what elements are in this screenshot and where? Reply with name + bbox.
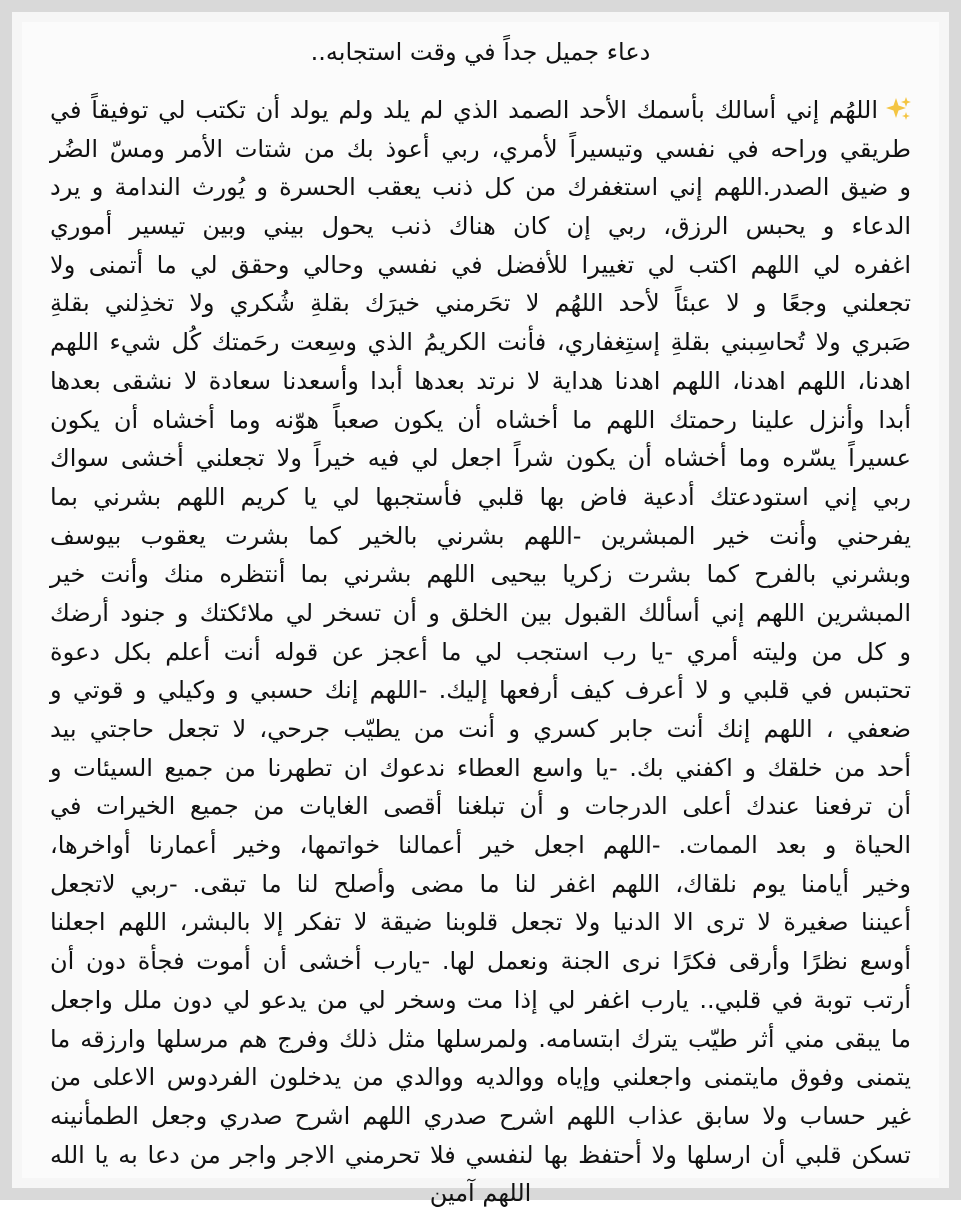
text-line-18: أحد من خلقك و اكفني بك. -يا واسع العطاء ندعوك ان تطهرنا من جميع السيئات و <box>50 753 911 782</box>
text-line-13: وبشرني بالفرح كما بشرت زكريا بيحيى اللهم بشرني بما أنتظره منك وأنت خير <box>50 560 911 589</box>
prayer-text <box>50 91 911 1213</box>
sparkles-icon <box>886 97 911 122</box>
text-line-17: ضعفي ، اللهم إنك أنت جابر كسري و أنت من يطيّب جرحي، لا تجعل حاجتي بيد <box>50 715 911 743</box>
text-line-21: وخير أيامنا يوم نلقاك، اللهم اغفر لنا ما مضى وأصلح لنا ما تبقى. -ربي لاتجعل <box>50 869 911 898</box>
text-line-15: و كل من وليته أمري -يا رب استجب لي ما أعجز عن قوله أنت أعلم بكل دعوة <box>50 637 911 666</box>
prayer-title: دعاء جميل جداً في وقت استجابه.. <box>310 38 651 66</box>
text-line-2: طريقي وراحه في نفسي وتيسيراً لأمري، ربي أعوذ بك من شتات الأمر ومسّ الضُر <box>50 134 911 163</box>
text-line-19: أن ترفعنا عندك أعلى الدرجات و أن تبلغنا أقصى الغايات من جميع الخيرات في <box>50 792 911 821</box>
text-line-1: اللهُم إني أسالك بأسمك الأحد الصمد الذي لم يلد ولم يولد أن تكتب لي توفيقاً في <box>50 91 911 130</box>
text-line-4: الدعاء و يحبس الرزق، ربي إن كان هناك ذنب يحول بيني وبين تيسير أموري <box>50 212 911 241</box>
text-line-6: تجعلني وجعًا و لا عبئاً لأحد اللهُم لا تحَرمني خيرَك بقلةِ شُكري ولا تخذِلني بقلةِ <box>50 289 911 318</box>
text-line-20: الحياة و بعد الممات. -اللهم اجعل خير أعمالنا خواتمها، وخير أعمارنا أواخرها، <box>50 831 911 860</box>
text-line-9: أبدا وأنزل علينا رحمتك اللهم ما أخشاه أن يكون صعباً هوّنه وما أخشاه أن يكون <box>50 405 911 434</box>
text-line-22: أعيننا صغيرة لا ترى الا الدنيا ولا تجعل قلوبنا ضيقة لا تفكر إلا بالبشر، اللهم اجعلنا <box>50 908 911 937</box>
text-line-3: و ضيق الصدر.اللهم إني استغفرك من كل ذنب يعقب الحسرة و يُورث الندامة و يرد <box>50 173 911 202</box>
text-line-28: تسكن قلبي أن ارسلها ولا أحتفظ بها لنفسي فلا تحرمني الاجر واجر من دعا به يا الله <box>50 1140 911 1169</box>
text-line-14: المبشرين اللهم إني أسألك القبول بين الخلق و أن تسخر لي ملائكتك و جنود أرضك <box>50 598 911 627</box>
text-line-27: غير حساب ولا سابق عذاب اللهم اشرح صدري اللهم اشرح صدري وجعل الطمأنينه <box>50 1101 911 1130</box>
text-line-26: يتمنى وفوق مايتمنى واجعلني وإياه ووالديه ووالدي من يدخلون الفردوس الاعلى من <box>50 1063 911 1092</box>
text-line-29: اللهم آمين <box>429 1179 532 1208</box>
text-line-7: صَبري ولا تُحاسِبني بقلةِ إستِغفاري، فأنت الكريمُ الذي وسِعت رحَمتك كُل شيء اللهم <box>50 328 911 357</box>
text-line-24: أرتب توبة في قلبي.. يارب اغفر لي إذا مت وسخر لي من يدعو لي دون ملل واجعل <box>50 985 911 1014</box>
text-line-25: ما يبقى مني أثر طيّب يترك ابتسامه. ولمرسلها مثل ذلك وفرج هم مرسلها وارزقه ما <box>50 1024 911 1053</box>
text-line-10: عسيراً يسّره وما أخشاه أن يكون شراً اجعل لي فيه خيراً ولا تجعلني أخشى سواك <box>50 444 911 473</box>
text-line-5: اغفره لي اللهم اكتب لي تغييرا للأفضل في نفسي وحالي وحقق لي ما أتمنى ولا <box>50 250 911 279</box>
text-line-8: اهدنا، اللهم اهدنا، اللهم اهدنا هداية لا نرتد بعدها أبدا وأسعدنا سعادة لا نشقى بعدها <box>50 366 911 395</box>
text-line-16: تحتبس في قلبي و لا أعرف كيف أرفعها إليك. -اللهم إنك حسبي و وكيلي و قوتي و <box>50 676 911 705</box>
text-line-23: أوسع نظرًا وأرقى فكرًا نرى الجنة ونعمل لها. -يارب أخشى أن أموت فجأة دون أن <box>50 947 911 976</box>
text-line-11: ربي إني استودعتك أدعية فاض بها قلبي فأستجبها لي يا كريم اللهم بشرني بما <box>50 482 911 511</box>
text-line-12: يفرحني وأنت خير المبشرين -اللهم بشرني بالخير كما بشرت يعقوب بيوسف <box>50 521 911 550</box>
